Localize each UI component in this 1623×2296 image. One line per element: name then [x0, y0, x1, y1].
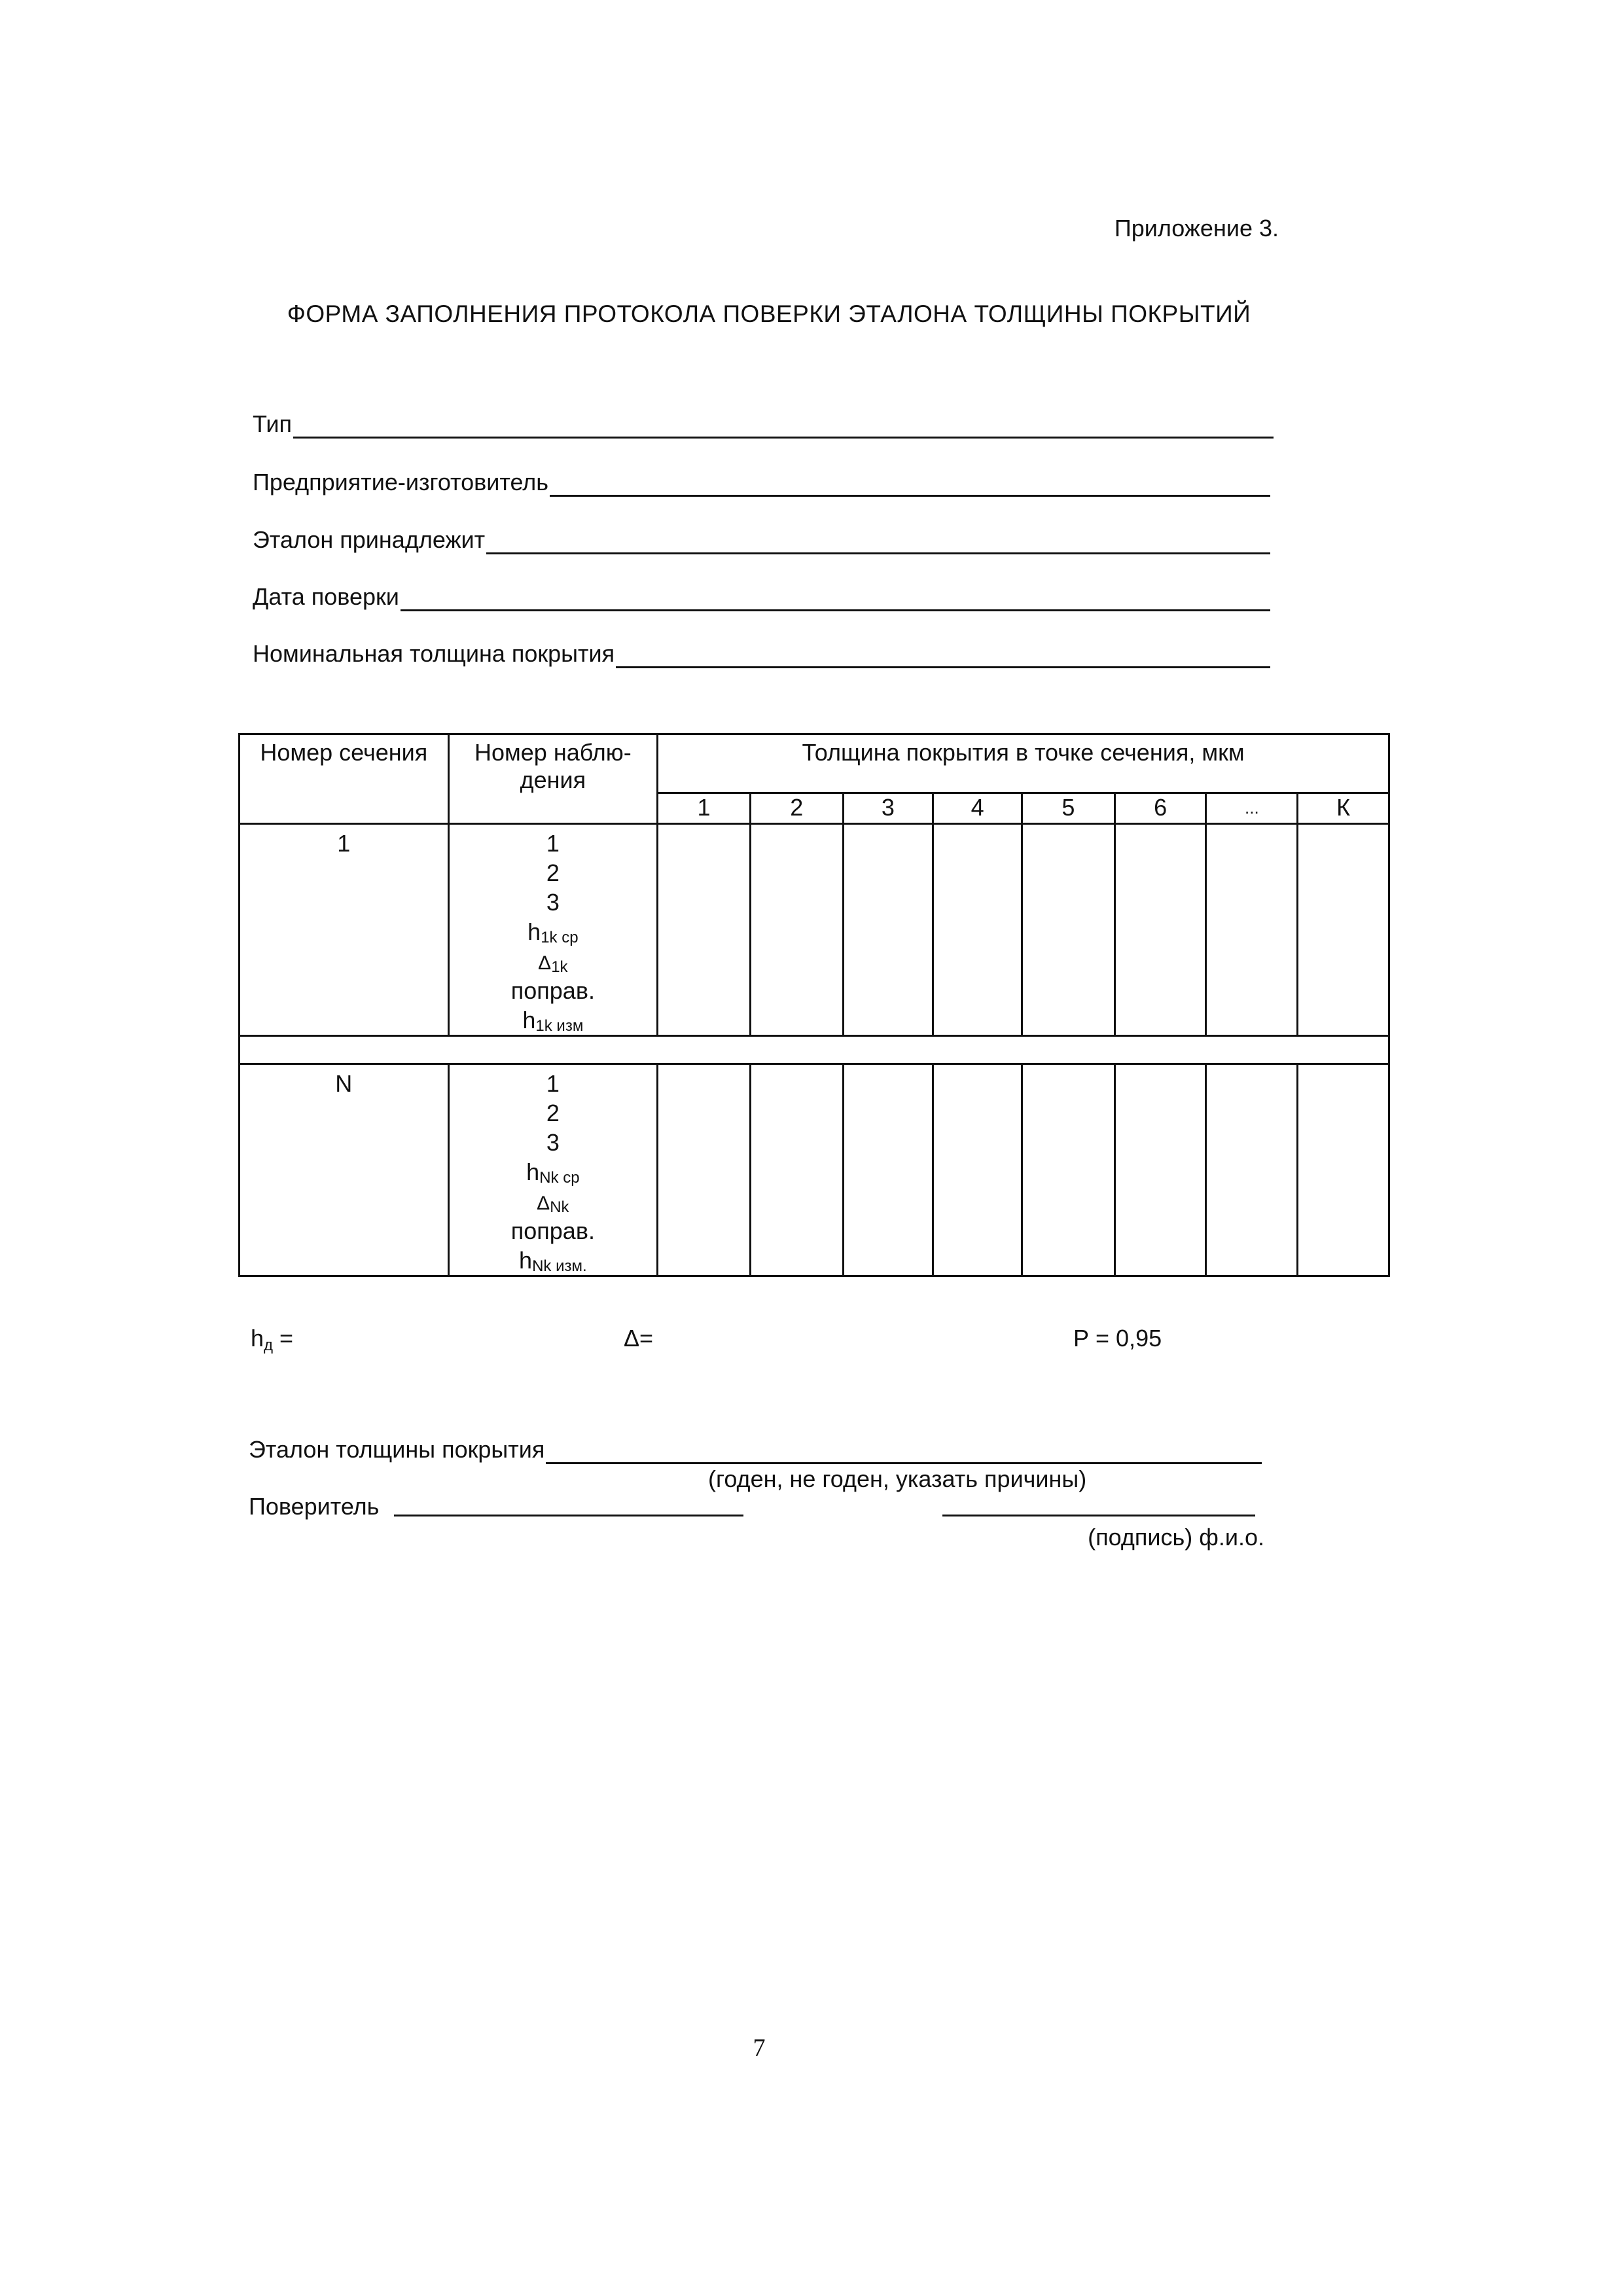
field-verdict	[249, 1435, 1262, 1464]
point-header: ...	[1206, 793, 1298, 824]
separator-row	[240, 1036, 1389, 1064]
page-number: 7	[753, 2034, 766, 2062]
field-date-line[interactable]	[401, 587, 1270, 611]
point-header: 3	[843, 793, 933, 824]
appendix-label: Приложение 3.	[1114, 215, 1279, 242]
verdict-hint: (годен, не годен, указать причины)	[708, 1465, 1087, 1492]
formula-delta: Δ=	[624, 1325, 654, 1352]
data-cell[interactable]	[1115, 824, 1206, 1036]
section-number: 1	[240, 824, 449, 1036]
data-cell[interactable]	[843, 1064, 933, 1276]
observation-list: 1 2 3 hNk ср ΔNk поправ. hNk изм.	[448, 1064, 658, 1276]
point-header: 2	[750, 793, 843, 824]
field-nominal-thickness-label: Номинальная толщина покрытия	[253, 640, 615, 667]
data-cell[interactable]	[1298, 1064, 1389, 1276]
verifier-label: Поверитель	[249, 1493, 380, 1520]
data-cell[interactable]	[1022, 1064, 1115, 1276]
signature-line[interactable]	[942, 1515, 1255, 1516]
table-row	[240, 824, 1389, 1036]
data-cell[interactable]	[1206, 824, 1298, 1036]
field-date	[253, 583, 1270, 611]
signature-hint: (подпись) ф.и.о.	[1088, 1524, 1264, 1551]
data-cell[interactable]	[933, 824, 1022, 1036]
formula-hd: hд =	[251, 1325, 294, 1354]
point-header: 1	[658, 793, 751, 824]
field-manufacturer	[253, 468, 1270, 497]
field-nominal-thickness-line[interactable]	[616, 644, 1270, 668]
field-nominal-thickness	[253, 639, 1270, 668]
data-cell[interactable]	[1115, 1064, 1206, 1276]
field-owner-label: Эталон принадлежит	[253, 526, 486, 553]
data-cell[interactable]	[750, 824, 843, 1036]
point-header: 4	[933, 793, 1022, 824]
header-thickness: Толщина покрытия в точке сечения, мкм	[658, 734, 1389, 793]
field-type-line[interactable]	[293, 414, 1274, 439]
field-manufacturer-line[interactable]	[550, 473, 1270, 497]
observation-list: 1 2 3 h1k ср Δ1k поправ. h1k изм	[448, 824, 658, 1036]
point-header: К	[1298, 793, 1389, 824]
field-verdict-label: Эталон толщины покрытия	[249, 1436, 545, 1463]
header-observation-number: Номер наблю- дения	[448, 734, 658, 824]
data-cell[interactable]	[933, 1064, 1022, 1276]
table-row	[240, 1064, 1389, 1276]
field-manufacturer-label: Предприятие-изготовитель	[253, 469, 549, 495]
field-date-label: Дата поверки	[253, 583, 399, 610]
measurement-table	[238, 733, 1390, 1277]
point-header: 5	[1022, 793, 1115, 824]
data-cell[interactable]	[1206, 1064, 1298, 1276]
field-type-label: Тип	[253, 410, 293, 437]
section-number: N	[240, 1064, 449, 1276]
field-verdict-line[interactable]	[546, 1440, 1262, 1464]
header-section-number: Номер сечения	[240, 734, 449, 824]
formula-probability: Р = 0,95	[1073, 1325, 1162, 1352]
data-cell[interactable]	[658, 824, 751, 1036]
field-type	[253, 410, 1274, 439]
field-owner	[253, 526, 1270, 554]
page-title: ФОРМА ЗАПОЛНЕНИЯ ПРОТОКОЛА ПОВЕРКИ ЭТАЛОНА ТОЛЩИНЫ ПОКРЫТИЙ	[287, 300, 1251, 327]
separator-cell	[240, 1036, 1389, 1064]
verifier-name-line[interactable]	[394, 1515, 743, 1516]
data-cell[interactable]	[1298, 824, 1389, 1036]
point-header: 6	[1115, 793, 1206, 824]
data-cell[interactable]	[658, 1064, 751, 1276]
field-owner-line[interactable]	[486, 530, 1270, 554]
data-cell[interactable]	[843, 824, 933, 1036]
data-cell[interactable]	[1022, 824, 1115, 1036]
data-cell[interactable]	[750, 1064, 843, 1276]
